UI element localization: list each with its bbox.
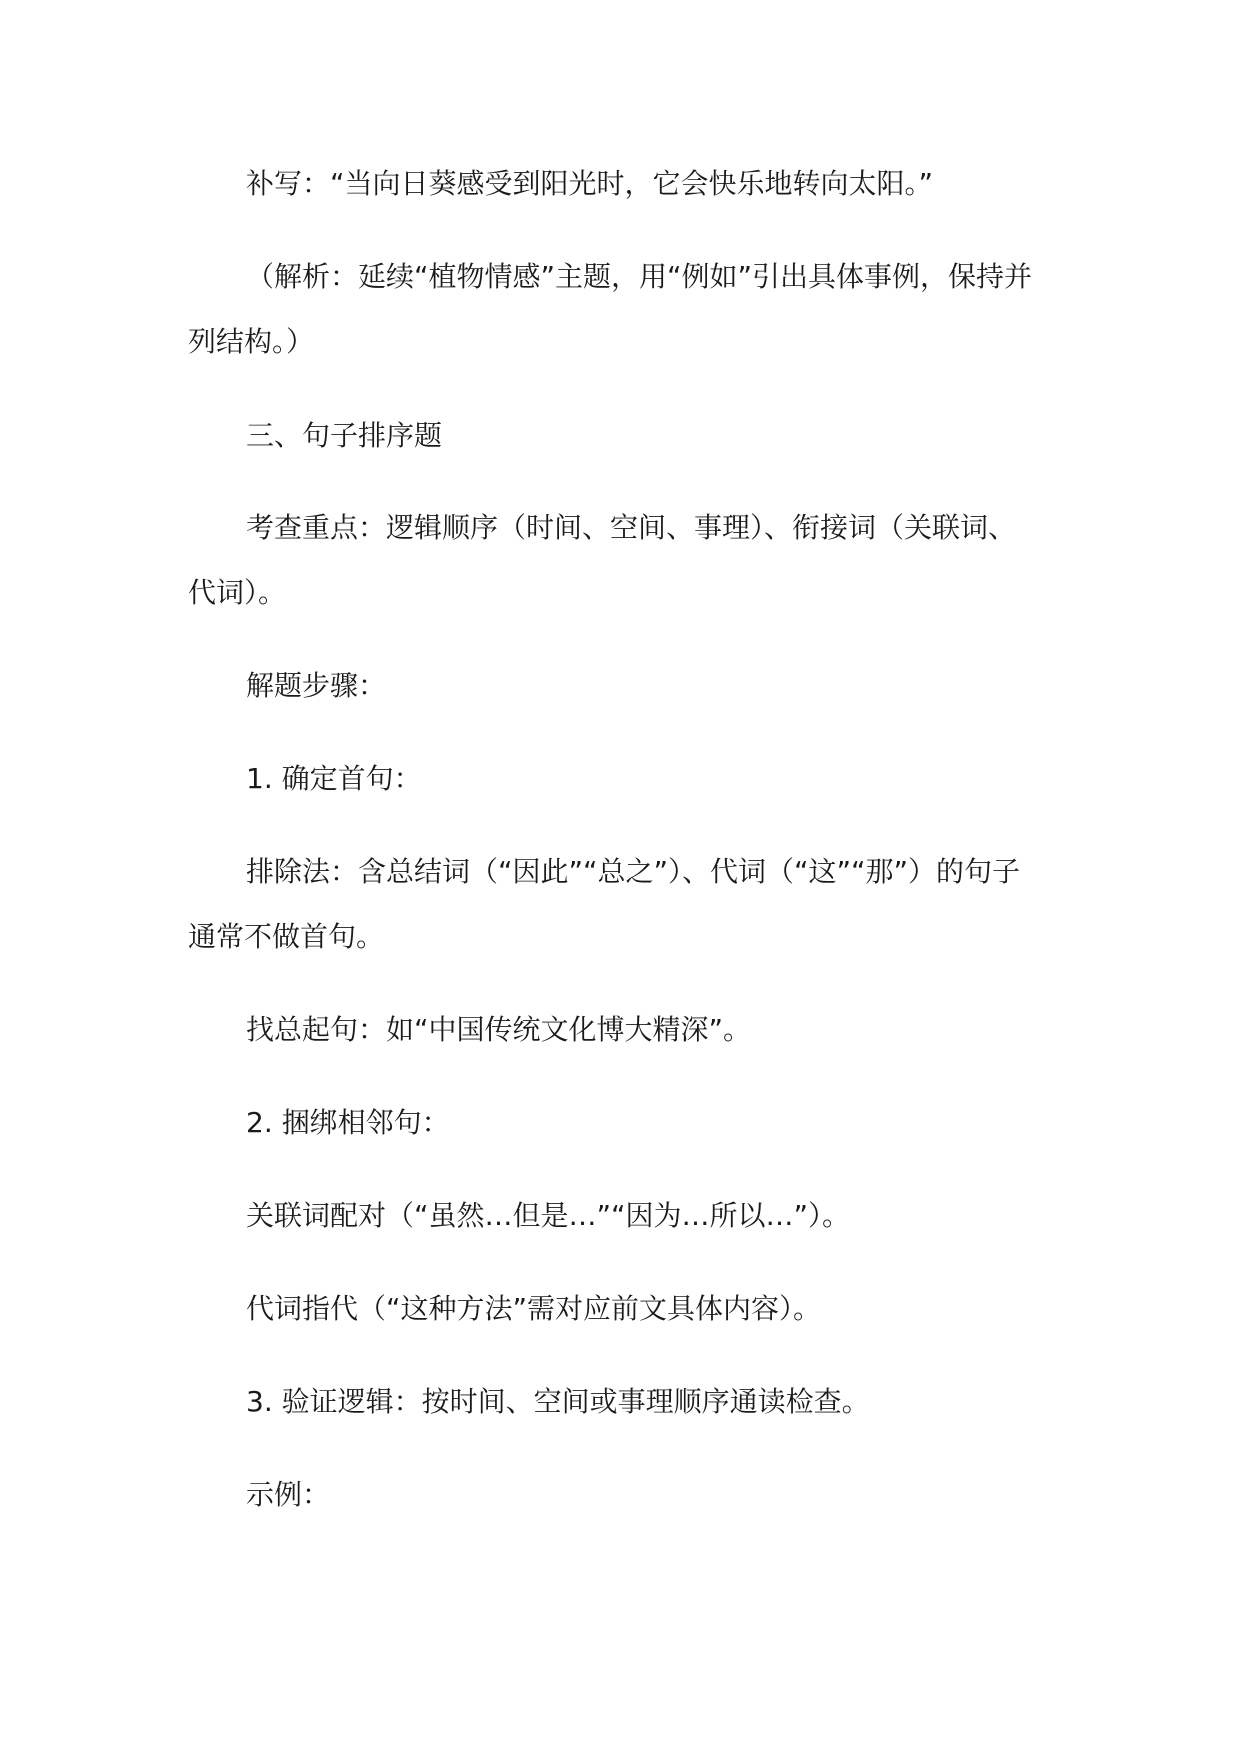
elimination-line-1: 排除法：含总结词（“因此”“总之”）、代词（“这”“那”）的句子 [246,855,1021,888]
analysis-line-1: （解析：延续“植物情感”主题，用“例如”引出具体事例，保持并 [246,260,1033,293]
topic-sentence-line: 找总起句：如“中国传统文化博大精深”。 [246,1013,752,1046]
focus-line-1: 考查重点：逻辑顺序（时间、空间、事理）、衔接词（关联词、 [246,511,1017,544]
completion-answer-line: 补写：“当向日葵感受到阳光时，它会快乐地转向太阳。” [246,167,934,200]
step-3-line: 3. 验证逻辑：按时间、空间或事理顺序通读检查。 [246,1385,870,1418]
focus-line-2: 代词）。 [188,576,287,609]
section-heading: 三、句子排序题 [246,419,443,452]
elimination-line-2: 通常不做首句。 [188,920,385,953]
analysis-line-2: 列结构。） [188,325,315,358]
example-heading: 示例： [246,1478,331,1511]
conjunction-pairs-line: 关联词配对（“虽然…但是…”“因为…所以…”）。 [246,1199,851,1232]
step-1-heading: 1. 确定首句： [246,762,422,795]
pronoun-reference-line: 代词指代（“这种方法”需对应前文具体内容）。 [246,1292,822,1325]
steps-heading: 解题步骤： [246,669,387,702]
step-2-heading: 2. 捆绑相邻句： [246,1106,450,1139]
